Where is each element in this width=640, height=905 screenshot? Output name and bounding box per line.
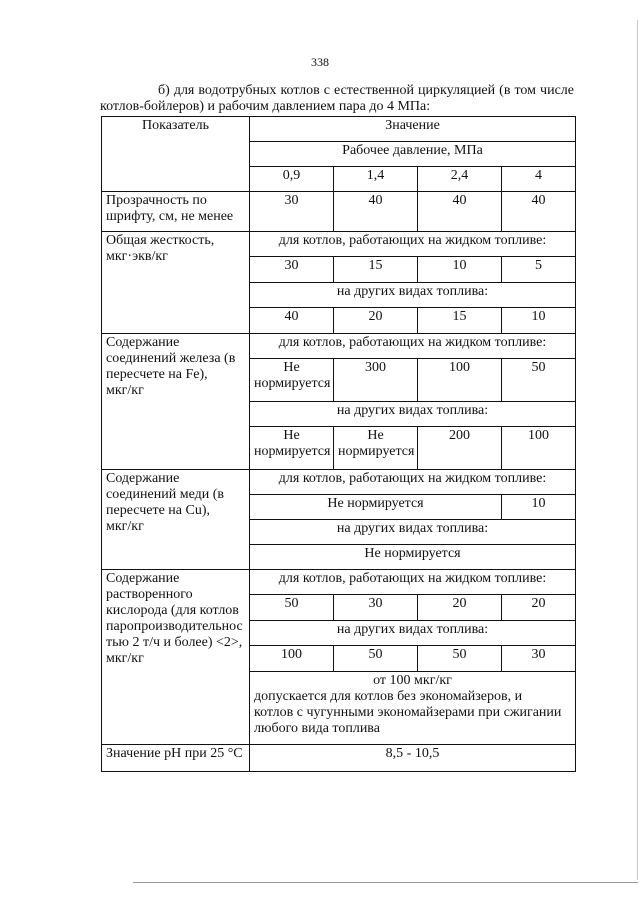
hardness-label [102,232,250,334]
copper-label-line: пересчете на Cu), [106,503,210,518]
transparency-value: 30 [250,192,334,232]
caption-line-1: б) для водотрубных котлов с естественной циркуляцией (в том числе [158,83,574,98]
oxygen-note-line: котлов с чугунными экономайзерами при сжигании [254,705,562,720]
oxygen-liquid-value: 50 [250,595,334,621]
not-normed-line: Не [367,428,384,443]
iron-label [102,334,250,470]
oxygen-other-value: 50 [334,646,418,672]
oxygen-liquid-value: 30 [334,595,418,621]
oxygen-note-line: любого вида топлива [254,721,380,736]
iron-liquid-value: 300 [334,359,418,402]
oxygen-liquid-value: 20 [418,595,502,621]
oxygen-row-liquid-heading [102,570,576,595]
oxygen-label-line: кислорода (для котлов [106,603,239,618]
oxygen-note-line: допускается для котлов без экономайзеров, и [254,689,523,704]
transparency-label-line: Прозрачность по [106,193,207,208]
iron-label-line: соединений железа (в [106,351,236,366]
copper-label-line: мкг/кг [106,519,144,534]
hardness-liquid-value: 15 [334,257,418,283]
oxygen-other-value: 100 [250,646,334,672]
oxygen-label [102,570,250,745]
scan-border-line [133,882,638,883]
hardness-other-value: 40 [250,308,334,334]
other-fuel-heading: на других видах топлива: [250,520,576,545]
page-number: 338 [311,55,329,69]
hardness-liquid-value: 30 [250,257,334,283]
iron-other-not-normed [250,427,334,470]
hardness-other-value: 15 [418,308,502,334]
iron-liquid-value: 100 [418,359,502,402]
oxygen-label-line: паропроизводительнос [106,619,243,634]
transparency-row [102,192,576,232]
iron-liquid-not-normed [250,359,334,402]
iron-other-value: 200 [418,427,502,470]
header-pressure-3: 2,4 [418,167,502,192]
liquid-fuel-heading: для котлов, работающих на жидком топливе: [250,570,576,595]
copper-row-liquid-heading [102,470,576,495]
header-indicator: Показатель [102,117,250,192]
not-normed-line: Не [283,428,300,443]
liquid-fuel-heading: для котлов, работающих на жидком топливе: [250,470,576,495]
other-fuel-heading: на других видах топлива: [250,402,576,427]
other-fuel-heading: на других видах топлива: [250,621,576,646]
not-normed-line: Не [283,360,300,375]
oxygen-other-value: 50 [418,646,502,672]
copper-liquid-value: 10 [502,495,576,520]
iron-label-line: мкг/кг [106,383,144,398]
scan-edge-line [637,20,638,880]
hardness-label-line: мкг·экв/кг [106,249,168,264]
oxygen-label-line: мкг/кг [106,651,144,666]
header-pressure-1: 0,9 [250,167,334,192]
header-pressure-4: 4 [502,167,576,192]
oxygen-label-line: Содержание [106,571,180,586]
oxygen-note-line: от 100 мкг/кг [373,673,452,688]
ph-value: 8,5 - 10,5 [250,745,576,772]
not-normed-line: нормируется [254,376,331,391]
transparency-value: 40 [418,192,502,232]
copper-liquid-not-normed: Не нормируется [250,495,502,520]
hardness-liquid-value: 5 [502,257,576,283]
hardness-other-value: 20 [334,308,418,334]
transparency-label-line: шрифту, см, не менее [106,209,234,224]
oxygen-label-line: растворенного [106,587,193,602]
transparency-label [102,192,250,232]
water-quality-table [101,116,576,772]
iron-other-not-normed [334,427,418,470]
iron-label-line: пересчете на Fe), [106,367,208,382]
header-row-1 [102,117,576,142]
transparency-value: 40 [502,192,576,232]
header-pressure-2: 1,4 [334,167,418,192]
iron-other-value: 100 [502,427,576,470]
hardness-row-liquid-heading [102,232,576,257]
oxygen-liquid-value: 20 [502,595,576,621]
caption-line-2: котлов-бойлеров) и рабочим давлением пара до 4 МПа: [100,99,431,114]
copper-label-line: соединений меди (в [106,487,224,502]
iron-label-line: Содержание [106,335,180,350]
hardness-liquid-value: 10 [418,257,502,283]
other-fuel-heading: на других видах топлива: [250,283,576,308]
header-value: Значение [250,117,576,142]
not-normed-line: нормируется [338,444,415,459]
oxygen-label-line: тью 2 т/ч и более) <2>, [106,635,243,650]
ph-row [102,745,576,772]
liquid-fuel-heading: для котлов, работающих на жидком топливе: [250,334,576,359]
transparency-value: 40 [334,192,418,232]
copper-label [102,470,250,570]
oxygen-other-value: 30 [502,646,576,672]
table-caption [100,83,574,115]
copper-label-line: Содержание [106,471,180,486]
not-normed-line: нормируется [254,444,331,459]
copper-other-not-normed: Не нормируется [250,545,576,570]
liquid-fuel-heading: для котлов, работающих на жидком топливе: [250,232,576,257]
oxygen-note [250,672,576,745]
hardness-label-line: Общая жесткость, [106,233,215,248]
ph-label: Значение pH при 25 °С [102,745,250,772]
iron-row-liquid-heading [102,334,576,359]
iron-liquid-value: 50 [502,359,576,402]
hardness-other-value: 10 [502,308,576,334]
header-pressure: Рабочее давление, МПа [250,142,576,167]
